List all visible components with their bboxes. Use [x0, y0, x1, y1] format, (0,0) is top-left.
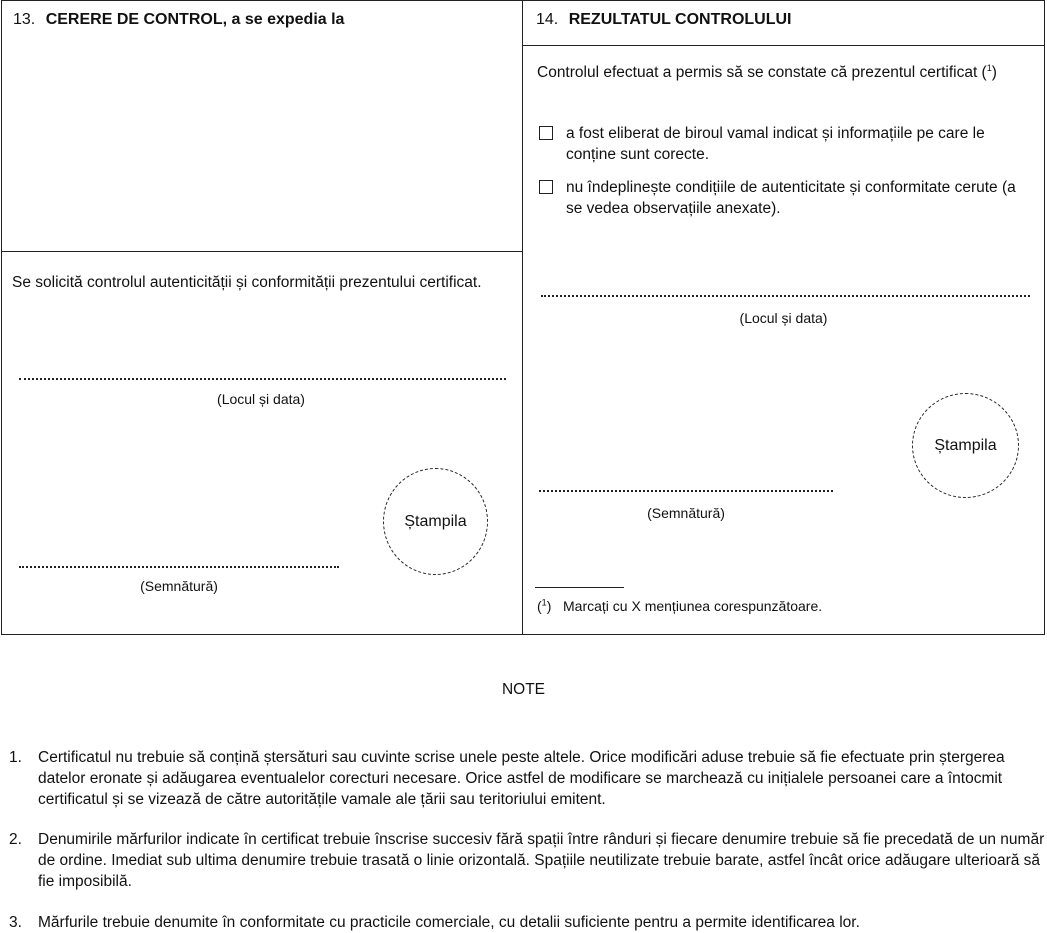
box13-place-date-label: (Locul și data) — [217, 391, 305, 407]
option1-text: a fost eliberat de biroul vamal indicat și informațiile pe care le conține sunt corecte. — [566, 125, 985, 163]
note-text: Certificatul nu trebuie să conțină ștersături sau cuvinte scrise unele peste altele. Orice modificări aduse trebuie să fie efectuate prin ștergerea datelor eronate și adăugarea eventualelor corecturi necesare. Orice astfel de modificare se marchează cu inițialele persoanei care a întocmit certificatul și se vizează de către autoritățile vamale ale țării sau teritoriului emitent. — [38, 749, 1005, 808]
box14-title: REZULTATUL CONTROLULUI — [568, 11, 792, 28]
note-number: 3. — [9, 914, 22, 931]
box14-intro-sup: 1 — [986, 62, 992, 73]
note-text: Denumirile mărfurilor indicate în certificat trebuie înscrise succesiv fără spații între rânduri și fiecare denumire trebuie să fie precedată de un număr de ordine. Imediat sub ultima denumire trebuie trasată o linie orizontală. Spațiile neutilizate trebuie barate, astfel încât orice adăugare ulterioară să fie imposibilă. — [38, 831, 1045, 890]
box14-place-date-line[interactable] — [541, 295, 1030, 297]
note-text: Mărfurile trebuie denumite în conformitate cu practicile comerciale, cu detalii suficiente pentru a permite identificarea lor. — [38, 914, 860, 931]
footnote-sup: 1 — [541, 597, 547, 608]
box13-stamp-label: Ștampila — [404, 512, 467, 530]
option1-checkbox[interactable] — [539, 126, 553, 140]
box14-number: 14. — [536, 11, 559, 28]
footnote-text: Marcați cu X mențiunea corespunzătoare. — [563, 598, 823, 614]
box13-header — [13, 10, 344, 30]
box14-stamp-label: Ștampila — [934, 436, 997, 454]
notes-heading: NOTE — [501, 681, 546, 698]
note-number: 1. — [9, 749, 22, 766]
box14-intro-text: Controlul efectuat a permis să se constate că prezentul certificat ( — [537, 64, 987, 81]
box13-stamp — [383, 468, 488, 575]
box14-header-divider — [522, 45, 1045, 46]
box13-signature-line[interactable] — [19, 566, 339, 568]
note-number: 2. — [9, 831, 22, 848]
box14-footnote — [537, 597, 551, 615]
box13-number: 13. — [13, 11, 36, 28]
box13-title: CERERE DE CONTROL, a se expedia la — [45, 11, 345, 28]
box13-signature-label: (Semnătură) — [140, 578, 218, 594]
box14-signature-line[interactable] — [539, 490, 833, 492]
box14-header — [536, 10, 791, 30]
box14-stamp — [912, 393, 1019, 498]
box14-intro-close: ) — [991, 64, 997, 81]
box14-signature-label: (Semnătură) — [647, 505, 725, 521]
option2-text: nu îndeplinește condițiile de autenticitate și conformitate cerute (a se vedea observațiile anexate). — [566, 179, 1016, 217]
footnote-rule — [535, 587, 624, 588]
box14-place-date-label: (Locul și data) — [739, 310, 828, 326]
option2-checkbox[interactable] — [539, 180, 553, 194]
box13-place-date-line[interactable] — [19, 378, 506, 380]
box13-divider — [1, 251, 522, 252]
box14-intro — [537, 62, 997, 83]
box13-request-text: Se solicită controlul autenticității și conformității prezentului certificat. — [12, 274, 482, 291]
footnote-close: ) — [546, 598, 552, 614]
footnote-open: ( — [537, 598, 542, 614]
